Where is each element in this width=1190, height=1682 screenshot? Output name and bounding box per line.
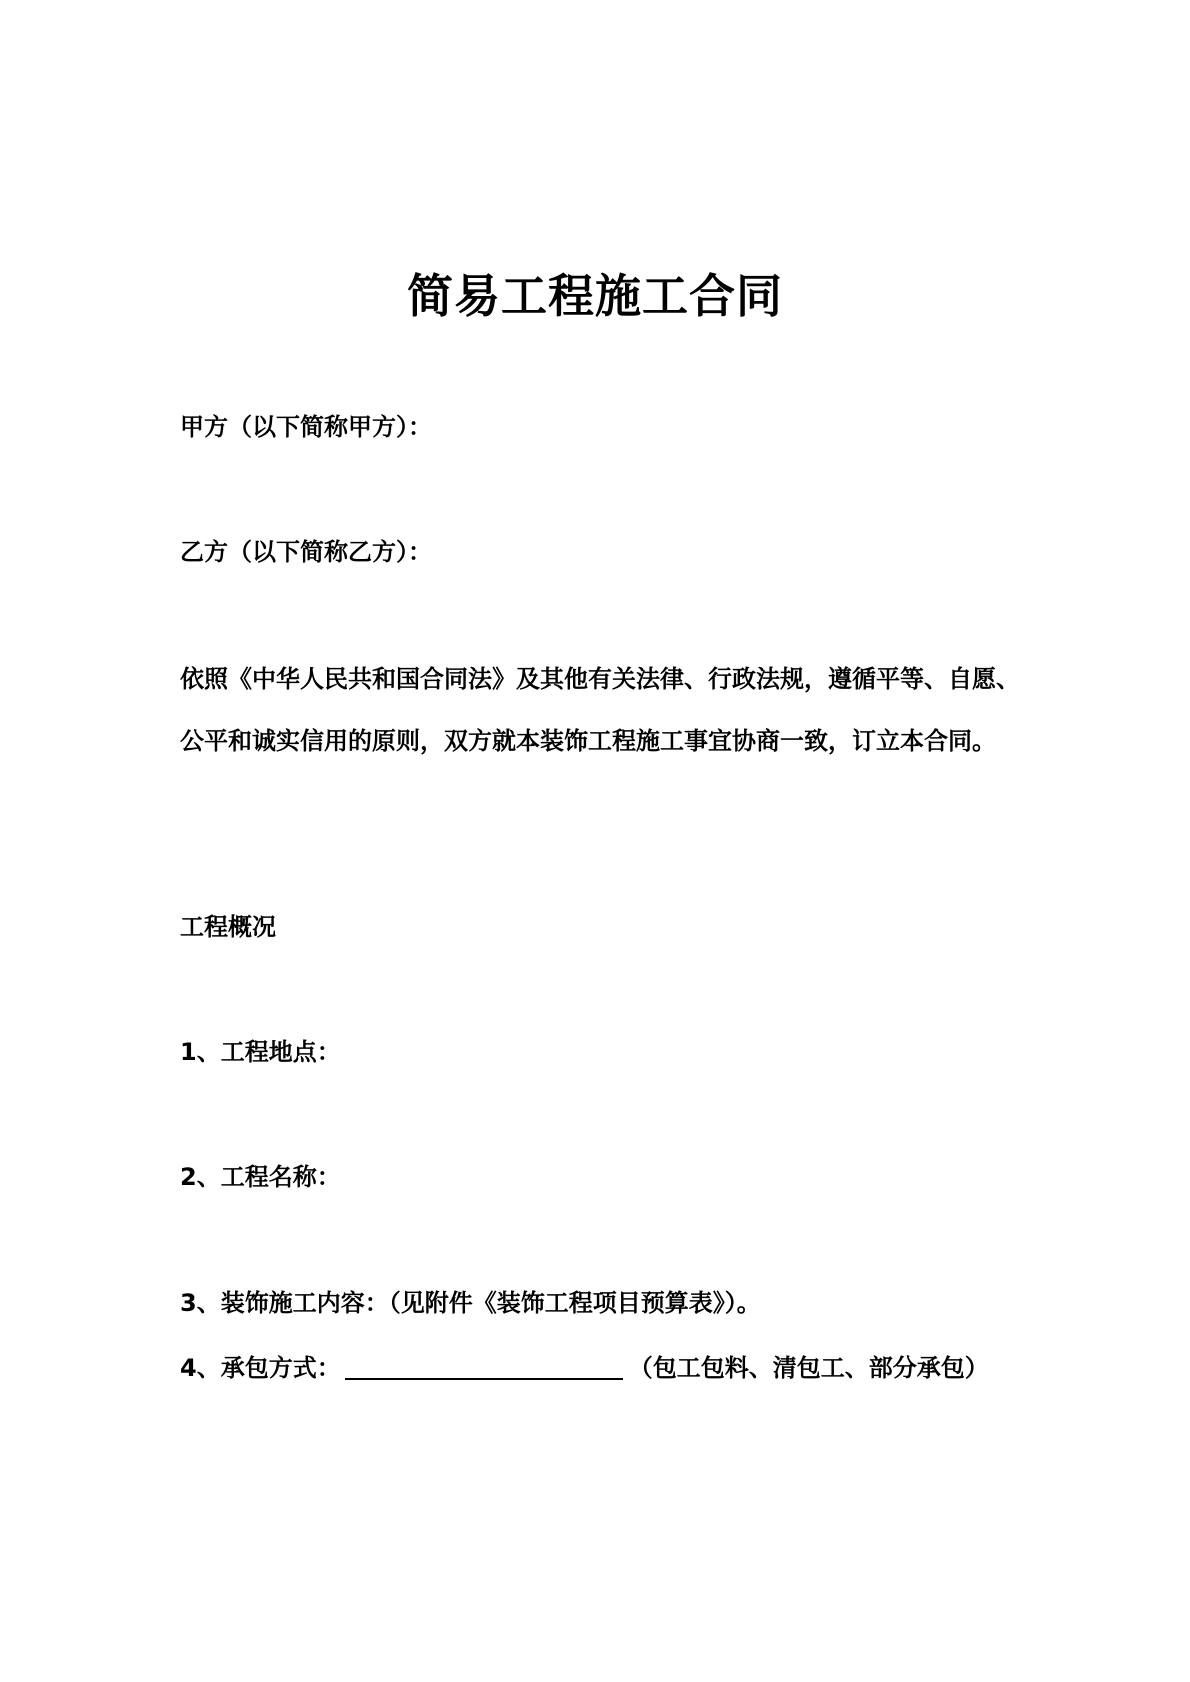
party-b-line: 乙方（以下简称乙方）： (180, 538, 432, 566)
section-heading: 工程概况 (180, 913, 276, 941)
party-a-line: 甲方（以下简称甲方）： (180, 413, 432, 441)
contract-method-blank (345, 1350, 623, 1380)
item-project-location: 1、工程地点： (180, 1038, 341, 1066)
contract-method-options: （包工包料、清包工、部分承包） (628, 1354, 989, 1382)
preamble-paragraph: 依照《中华人民共和国合同法》及其他有关法律、行政法规，遵循平等、自愿、公平和诚实信用的原则，双方就本装饰工程施工事宜协商一致，订立本合同。 (180, 665, 1020, 755)
item-project-name: 2、工程名称： (180, 1163, 341, 1191)
item-contract-method (180, 1337, 1020, 1399)
document-title: 简易工程施工合同 (407, 269, 783, 323)
item-construction-content: 3、装饰施工内容：（见附件《装饰工程项目预算表》）。 (180, 1289, 761, 1317)
contract-method-label: 4、承包方式： (180, 1354, 341, 1382)
